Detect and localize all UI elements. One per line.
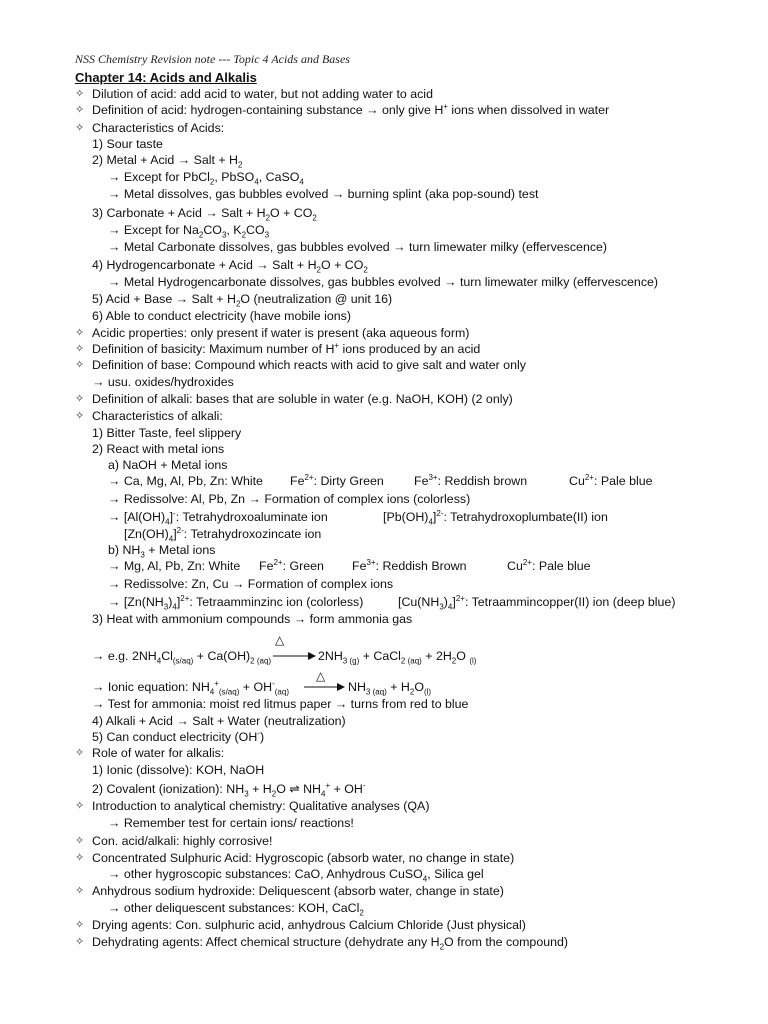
note-line: Role of water for alkalis: — [92, 746, 225, 760]
bullet-icon: ✧ — [75, 122, 85, 134]
note-line: 2) Metal + Acid → Salt + $H_2$ — [92, 153, 243, 170]
bullet-icon: ✧ — [75, 327, 85, 339]
note-line: Definition of alkali: bases that are soluble in water (e.g. NaOH, KOH) (2 only) — [92, 392, 513, 406]
note-cell: → $[Al(OH)_4]^-$: Tetrahydroxoaluminate ion — [108, 508, 328, 527]
note-cell: $Cu^{2+}$: Pale blue — [569, 472, 653, 488]
note-line: Anhydrous sodium hydroxide: Deliquescent (absorb water, change in state) — [92, 884, 504, 898]
note-line: → other deliquescent substances: KOH, CaCl$_2$ — [108, 901, 364, 918]
note-line: → Test for ammonia: moist red litmus paper → turns from red to blue — [92, 697, 469, 711]
note-line: Concentrated Sulphuric Acid: Hygroscopic (absorb water, no change in state) — [92, 851, 515, 865]
heat-symbol-icon: △ — [275, 633, 285, 647]
note-line: Characteristics of alkali: — [92, 409, 223, 423]
bullet-icon: ✧ — [75, 835, 85, 847]
note-line: 1) Sour taste — [92, 137, 163, 151]
ionic-equation-reactants: → Ionic equation: $NH_4^+_{(s/aq)} + OH^-_{(aq)}$ — [92, 678, 289, 697]
note-line: Characteristics of Acids: — [92, 121, 225, 135]
bullet-icon: ✧ — [75, 747, 85, 759]
bullet-icon: ✧ — [75, 885, 85, 897]
note-line: 1) Bitter Taste, feel slippery — [92, 426, 242, 440]
note-cell: → Ca, Mg, Al, Pb, Zn: White — [108, 474, 263, 488]
page-header: NSS Chemistry Revision note --- Topic 4 Acids and Bases — [75, 52, 350, 66]
note-line: Definition of basicity: Maximum number of H+ ions produced by an acid — [92, 340, 481, 356]
note-cell: $Fe^{3+}$: Reddish brown — [414, 472, 528, 488]
note-line: Definition of base: Compound which reacts with acid to give salt and water only — [92, 358, 526, 372]
note-line: → Metal dissolves, gas bubbles evolved → burning splint (aka pop-sound) test — [108, 187, 539, 201]
bullet-icon: ✧ — [75, 104, 85, 116]
note-line: 2) Covalent (ionization): $NH_3 + H_2O$ ⇌ $NH_4^+ + OH^-$ — [92, 780, 366, 799]
note-cell: $Fe^{2+}$: Dirty Green — [290, 472, 384, 488]
note-line: Dehydrating agents: Affect chemical structure (dehydrate any $H_2O$ from the compound) — [92, 935, 569, 952]
note-line: 4) Alkali + Acid → Salt + Water (neutralization) — [92, 714, 346, 728]
note-line: → Redissolve: Al, Pb, Zn → Formation of complex ions (colorless) — [108, 492, 471, 506]
note-line: → Except for $Na_2CO_3$, $K_2CO_3$ — [108, 223, 270, 240]
note-line: → Metal Hydrogencarbonate dissolves, gas bubbles evolved → turn limewater milky (effervescence) — [108, 275, 659, 289]
note-line: 1) Ionic (dissolve): KOH, NaOH — [92, 763, 265, 777]
bullet-icon: ✧ — [75, 852, 85, 864]
bullet-icon: ✧ — [75, 359, 85, 371]
note-cell: → $[Zn(NH_3)_4]^{2+}$: Tetraamminzinc ion (colorless) — [108, 593, 364, 612]
heat-symbol-icon: △ — [316, 669, 326, 683]
note-line: 4) Hydrogencarbonate + Acid → Salt + $H_2O + CO_2$ — [92, 258, 368, 275]
note-line: 5) Acid + Base → Salt + $H_2O$ (neutralization @ unit 16) — [92, 292, 393, 309]
ionic-equation-products: $NH_{3 (aq)} + H_2O_{(l)}$ — [348, 680, 432, 697]
note-line: Introduction to analytical chemistry: Qualitative analyses (QA) — [92, 799, 430, 813]
note-line: Con. acid/alkali: highly corrosive! — [92, 834, 273, 848]
note-line: Definition of acid: hydrogen-containing substance → only give H+ ions when dissolved in water — [92, 101, 610, 117]
note-line: → other hygroscopic substances: CaO, Anhydrous CuSO$_4$, Silica gel — [108, 867, 484, 884]
note-line: → Redissolve: Zn, Cu → Formation of complex ions — [108, 577, 394, 591]
bullet-icon: ✧ — [75, 800, 85, 812]
note-line: Acidic properties: only present if water is present (aka aqueous form) — [92, 326, 470, 340]
bullet-icon: ✧ — [75, 936, 85, 948]
note-cell: $[Cu(NH_3)_4]^{2+}$: Tetraammincopper(II) ion (deep blue) — [398, 593, 676, 612]
note-line: → Except for PbCl$_2$, PbSO$_4$, CaSO$_4$ — [108, 170, 304, 187]
note-line: 6) Able to conduct electricity (have mobile ions) — [92, 309, 351, 323]
bullet-icon: ✧ — [75, 919, 85, 931]
note-line: $[Zn(OH)_4]^{2-}$: Tetrahydroxozincate ion — [124, 525, 322, 544]
note-line: → Metal Carbonate dissolves, gas bubbles evolved → turn limewater milky (effervescence) — [108, 240, 608, 254]
note-line: 3) Heat with ammonium compounds → form ammonia gas — [92, 612, 413, 626]
note-cell: $Cu^{2+}$: Pale blue — [507, 557, 591, 573]
note-line: a) NaOH + Metal ions — [108, 458, 228, 472]
note-line: b) $NH_3$ + Metal ions — [108, 543, 216, 560]
bullet-icon: ✧ — [75, 393, 85, 405]
bullet-icon: ✧ — [75, 343, 85, 355]
note-cell: $[Pb(OH)_4]^{2-}$: Tetrahydroxoplumbate(II) ion — [383, 508, 608, 527]
note-line: Dilution of acid: add acid to water, but not adding water to acid — [92, 87, 433, 101]
note-cell: → Mg, Al, Pb, Zn: White — [108, 559, 241, 573]
note-cell: $Fe^{3+}$: Reddish Brown — [352, 557, 467, 573]
note-line: 2) React with metal ions — [92, 442, 225, 456]
equation-reactants: → e.g. $2NH_4Cl_{(s/aq)} + Ca(OH)_{2 (aq)}$ — [92, 649, 272, 666]
note-line: 5) Can conduct electricity (OH-) — [92, 728, 265, 744]
note-line: Drying agents: Con. sulphuric acid, anhydrous Calcium Chloride (Just physical) — [92, 918, 526, 932]
bullet-icon: ✧ — [75, 88, 85, 100]
equation-products: $2NH_{3 (g)}$ + CaCl$_{2 (aq)}$ + $2H_2O$ $_{(l)}$ — [318, 649, 477, 666]
reaction-arrow-icon — [303, 679, 345, 695]
chapter-title: Chapter 14: Acids and Alkalis — [75, 70, 257, 85]
note-cell: $Fe^{2+}$: Green — [259, 557, 324, 573]
note-line: 3) Carbonate + Acid → Salt + $H_2O + CO_2$ — [92, 206, 317, 223]
note-line: → usu. oxides/hydroxides — [92, 375, 234, 389]
note-line: → Remember test for certain ions/ reactions! — [108, 816, 354, 830]
reaction-arrow-icon — [272, 648, 316, 664]
bullet-icon: ✧ — [75, 410, 85, 422]
